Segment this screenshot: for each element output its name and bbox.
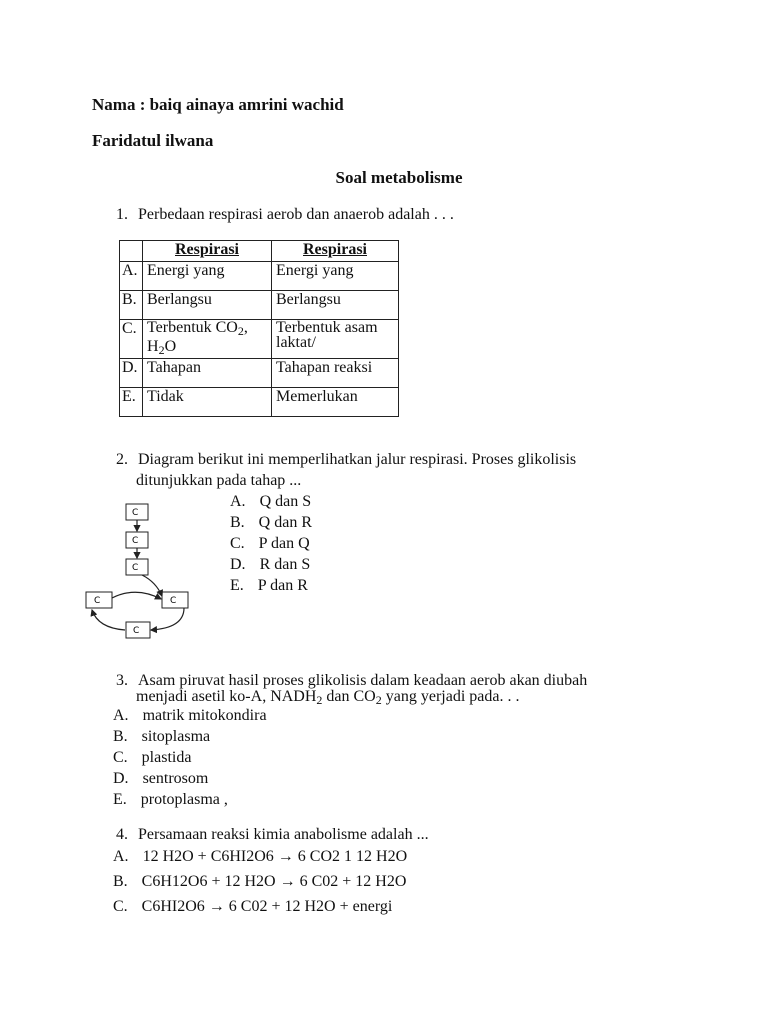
table-row	[120, 388, 399, 417]
diagram-arrow	[92, 610, 125, 630]
cell-aerob	[143, 359, 272, 388]
cell-text: Tidak	[147, 388, 184, 405]
cell-aerob	[143, 291, 272, 320]
option-a[interactable]: A. matrik mitokondira	[113, 707, 267, 724]
option-a[interactable]: A. Q dan S	[230, 493, 312, 510]
cell-anaerob	[272, 291, 399, 320]
option-b[interactable]: B. C6H12O6 + 12 H2O → 6 C02 + 12 H2O	[113, 873, 407, 890]
option-b[interactable]: B. Q dan R	[230, 514, 312, 531]
diagram-box-label: C	[94, 596, 101, 606]
option-d[interactable]: D. sentrosom	[113, 770, 209, 787]
diagram-box-3	[126, 559, 148, 575]
option-c[interactable]: C. plastida	[113, 749, 192, 766]
cell-text: Terbentuk $CO_2$,	[147, 319, 248, 338]
diagram-box-label: C	[133, 626, 140, 636]
page-title: Soal metabolisme	[335, 168, 463, 187]
option-e[interactable]: E. protoplasma ,	[113, 791, 228, 808]
diagram-box-label: C	[132, 536, 139, 546]
cell-text: Energi yang	[276, 262, 354, 279]
question-text-line2: ditunjukkan pada tahap ...	[136, 472, 302, 489]
question-text: Perbedaan respirasi aerob dan anaerob adalah . . .	[138, 206, 454, 223]
diagram-box-label: C	[132, 508, 139, 518]
partner-name: Faridatul ilwana	[92, 131, 214, 150]
cell-text-line2: $H_2O$	[147, 338, 177, 357]
question-1	[116, 206, 454, 224]
cell-anaerob	[272, 359, 399, 388]
question-text-line2: menjadi asetil ko-A, $NADH_2$ dan $CO_2$ yang yerjadi pada. . .	[136, 688, 520, 707]
diagram-box-left	[86, 592, 112, 608]
option-d[interactable]: D. R dan S	[230, 556, 311, 573]
diagram-box-label: C	[170, 596, 177, 606]
respiration-pathway-diagram	[84, 500, 194, 650]
cell-text: Berlangsu	[147, 291, 212, 308]
row-letter: A.	[120, 262, 143, 291]
table-row	[120, 320, 399, 359]
cell-text: Tahapan reaksi	[276, 359, 373, 376]
question-number: 2.	[116, 451, 128, 468]
cell-anaerob	[272, 320, 399, 359]
question-text-line1: Diagram berikut ini memperlihatkan jalur respirasi. Proses glikolisis	[138, 451, 577, 468]
cell-aerob	[143, 320, 272, 359]
question-text-line1: Asam piruvat hasil proses glikolisis dalam keadaan aerob akan diubah	[138, 672, 588, 689]
cell-anaerob	[272, 262, 399, 291]
diagram-box-1	[126, 504, 148, 520]
question-text: Persamaan reaksi kimia anabolisme adalah ...	[138, 826, 429, 843]
table-row	[120, 359, 399, 388]
cell-text: Tahapan	[147, 359, 201, 376]
row-letter: E.	[120, 388, 143, 417]
question-number: 1.	[116, 206, 128, 223]
cell-text: Berlangsu	[276, 291, 341, 308]
question-number: 4.	[116, 826, 128, 843]
question-2	[116, 451, 576, 469]
cell-text: Memerlukan	[276, 388, 358, 405]
row-letter: B.	[120, 291, 143, 320]
question-number: 3.	[116, 672, 128, 689]
diagram-box-bottom	[126, 622, 150, 638]
student-name: Nama : baiq ainaya amrini wachid	[92, 95, 344, 114]
respiration-table	[119, 240, 399, 417]
row-letter: D.	[120, 359, 143, 388]
diagram-box-right	[162, 592, 188, 608]
table-header-blank	[120, 241, 143, 262]
table-header-row	[120, 241, 399, 262]
cell-aerob	[143, 388, 272, 417]
question-4	[116, 826, 429, 844]
option-a[interactable]: A. 12 H2O + C6HI2O6 → 6 CO2 1 12 H2O	[113, 848, 408, 865]
cell-text: Terbentuk asam	[276, 319, 378, 336]
option-c[interactable]: C. P dan Q	[230, 535, 310, 552]
diagram-box-2	[126, 532, 148, 548]
diagram-arrow	[151, 608, 184, 630]
cell-text-line2: laktat/	[276, 334, 316, 351]
cell-aerob	[143, 262, 272, 291]
table-row	[120, 262, 399, 291]
cell-anaerob	[272, 388, 399, 417]
diagram-box-label: C	[132, 563, 139, 573]
cell-text: Energi yang	[147, 262, 225, 279]
option-b[interactable]: B. sitoplasma	[113, 728, 211, 745]
table-header-aerob: Respirasi	[143, 241, 272, 262]
table-header-anaerob: Respirasi	[272, 241, 399, 262]
option-c[interactable]: C. C6HI2O6 → 6 C02 + 12 H2O + energi	[113, 898, 393, 915]
option-e[interactable]: E. P dan R	[230, 577, 308, 594]
diagram-arrow	[112, 592, 161, 599]
row-letter: C.	[120, 320, 143, 359]
table-row	[120, 291, 399, 320]
